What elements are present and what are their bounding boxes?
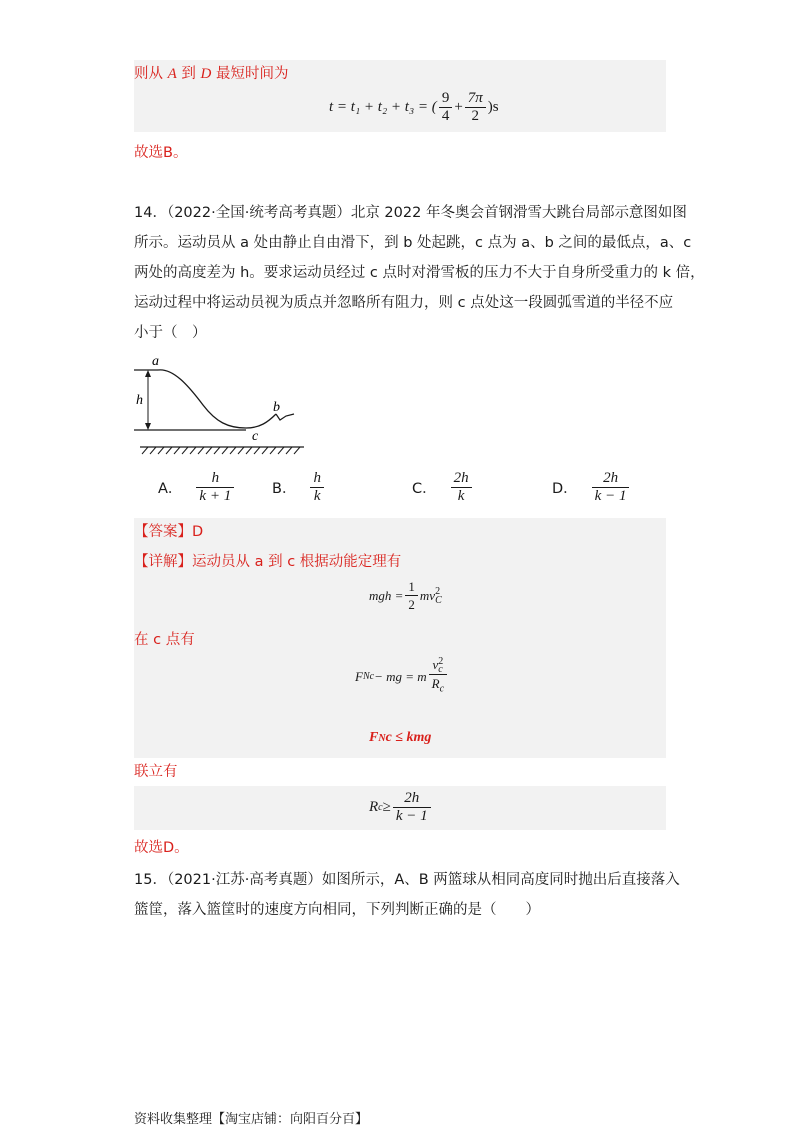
eq-f: F [369,730,379,745]
eq-rhs: )s [487,99,499,115]
numerator: 7π [467,90,483,106]
prev-conclusion: 故选B。 [134,145,188,161]
answer-value: D [192,524,204,540]
option-d[interactable] [552,470,631,505]
label-b: b [273,400,280,415]
fraction [439,90,453,125]
denominator: R [431,676,440,692]
subscript: Nc [362,671,375,683]
text: 最短时间为 [215,66,289,82]
at-c-line: 在 c 点有 [134,632,195,648]
denominator: 2 [408,597,415,612]
option-fraction [196,470,234,505]
eq-rest: c ≤ kmg [385,730,432,745]
denominator: k − 1 [594,488,627,504]
denominator: 4 [441,108,450,124]
numerator: 1 [408,579,415,594]
eq-mid: − mg = m [374,668,427,684]
denominator: k [313,488,321,504]
subscript: C [435,594,442,606]
q14-line-1: 14．（2022·全国·统考高考真题）北京 2022 年冬奥会首钢滑雪大跳台局部示意图如图 [134,205,687,221]
plus: + [454,99,463,115]
label-c: c [252,429,259,444]
fraction [429,656,447,698]
time-equation [329,90,499,125]
option-fraction [310,470,324,505]
subscript: c [439,683,445,695]
option-label: C． [412,481,437,497]
subscript: N [378,732,386,744]
eq-lhs: R [369,799,379,815]
numerator: 2h [603,470,619,486]
numerator: 2h [404,790,420,806]
option-a[interactable] [158,470,236,505]
combine-line: 联立有 [134,764,178,780]
numerator: h [211,470,220,486]
denominator: k + 1 [199,488,232,504]
q14-line-2: 所示。运动员从 a 处由静止自由滑下，到 b 处起跳，c 点为 a、b 之间的最低点，a、c [134,235,692,251]
eq-lhs: t = t₁ + t₂ + t₃ = ( [329,99,437,115]
denominator: k − 1 [395,808,428,824]
q14-line-4: 运动过程中将运动员视为质点并忽略所有阻力，则 c 点处这一段圆弧雪道的半径不应 [134,295,674,311]
denominator: k [457,488,465,504]
inequality [369,730,431,746]
numerator: h [313,470,321,486]
detail-tag: 【详解】 [134,554,192,570]
text: 到 [181,66,196,82]
label-a: a [152,354,159,369]
numerator: v [432,657,439,672]
detail-line [134,552,401,572]
eq-lhs: F [355,668,363,684]
superscript: 2 [435,585,441,597]
answer-tag: 【答案】 [134,524,192,540]
point-a: A [167,66,177,82]
q14-line-5: 小于（ ） [134,325,207,341]
q15-line-2: 篮筐，落入篮筐时的速度方向相同，下列判断正确的是（ ） [134,902,540,918]
prev-solution-line [134,64,288,84]
relation: ≥ [382,799,391,815]
eq-rhs: mv [419,587,436,603]
point-d: D [200,66,212,82]
numerator: 2h [453,470,469,486]
option-c[interactable] [412,470,474,505]
fraction [393,790,431,825]
fraction [465,90,486,125]
answer-conclusion: 故选D。 [134,840,189,856]
subscript: c [378,802,383,813]
result-equation [369,790,433,825]
option-label: B． [272,481,297,497]
option-fraction [592,470,630,505]
answer-line [134,522,203,542]
option-label: A． [158,481,183,497]
text: 则从 [134,66,163,82]
denominator: 2 [471,108,480,124]
label-h: h [136,393,143,408]
ski-jump-figure [128,350,308,460]
option-label: D． [552,481,578,497]
force-equation [355,656,449,698]
superscript: 2 [438,656,444,668]
subscript: c [438,664,443,676]
energy-equation [369,578,442,613]
q14-line-3: 两处的高度差为 h。要求运动员经过 c 点时对滑雪板的压力不大于自身所受重力的 k 倍， [134,265,705,281]
fraction [405,578,418,613]
page-footer: 资料收集整理【淘宝店铺：向阳百分百】 [134,1112,369,1127]
option-b[interactable] [272,470,326,505]
q15-line-1: 15．（2021·江苏·高考真题）如图所示，A、B 两篮球从相同高度同时抛出后直接落入 [134,872,680,888]
detail-text: 运动员从 a 到 c 根据动能定理有 [192,554,402,570]
numerator: 9 [441,90,450,106]
eq-lhs: mgh = [369,587,404,603]
option-fraction [451,470,472,505]
